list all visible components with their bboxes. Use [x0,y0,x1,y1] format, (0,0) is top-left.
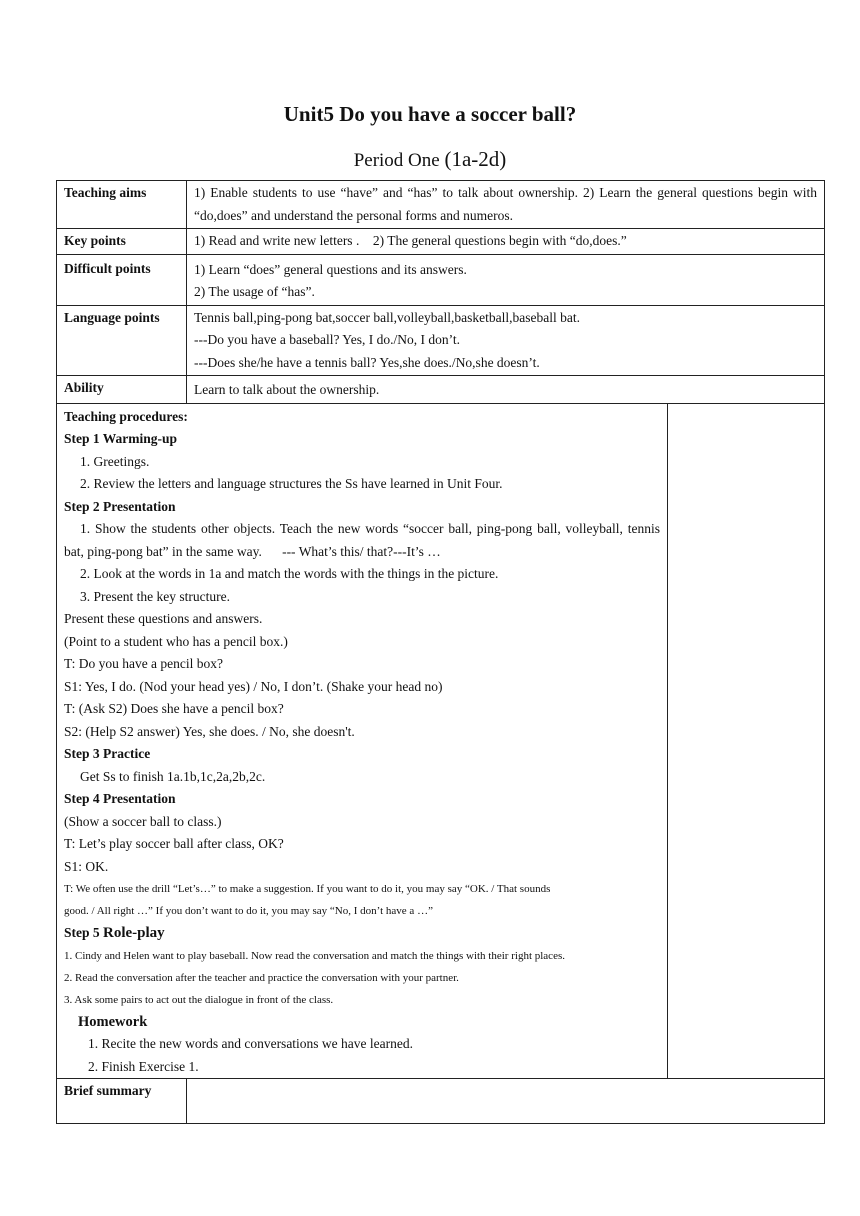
language-point: Tennis ball,ping-pong bat,soccer ball,volleyball,basketball,baseball bat. [194,309,580,325]
procedures-notes-column [668,403,825,1079]
step4-title: Step 4 Presentation [64,791,176,806]
step2-title: Step 2 Presentation [64,498,176,514]
step2-paragraph: 1. Show the students other objects. Teach the new words “soccer ball, ping-pong ball, volleyball, tennis bat, ping-pong bat” in the same way. --- What’s this/ that?---It’s … [64,521,664,559]
row-procedures [57,403,825,1079]
brief-summary-label: Brief summary [57,1079,187,1124]
step5-line: 2. Read the conversation after the teacher and practice the conversation with your partner. [64,971,459,984]
step5-line: 3. Ask some pairs to act out the dialogue in front of the class. [64,993,334,1006]
document-title: Unit5 Do you have a soccer ball? [283,102,577,126]
step4-line: S1: OK. [64,858,109,874]
step3-text: Get Ss to finish 1a.1b,1c,2a,2b,2c. [80,768,266,784]
difficult-points-label: Difficult points [57,254,187,305]
step2-item: 3. Present the key structure. [80,588,230,604]
period-subtitle [0,145,860,175]
step5-title [64,922,660,945]
step2-line: T: Do you have a pencil box? [64,656,224,671]
language-point: ---Does she/he have a tennis ball? Yes,she does./No,she doesn’t. [194,354,540,370]
step1-title: Step 1 Warming-up [64,431,178,446]
row-language-points [57,305,825,376]
step5-title-a: Step 5 [64,925,104,940]
step1-item: 1. Greetings. [80,453,150,469]
teaching-procedures [57,403,668,1079]
teaching-aims-label: Teaching aims [57,181,187,229]
step1-item: 2. Review the letters and language structures the Ss have learned in Unit Four. [80,476,503,491]
teaching-aims-text: 1) Enable students to use “have” and “has” to talk about ownership. 2) Learn the general questions begin with “do,does” and understand the personal forms and numeros. [187,181,825,229]
step4-line: T: Let’s play soccer ball after class, OK? [64,836,284,851]
difficult-point: 2) The usage of “has”. [194,284,315,299]
period-range: (1a-2d) [444,147,507,171]
step4-line: (Show a soccer ball to class.) [64,813,222,829]
step4-note: T: We often use the drill “Let’s…” to make a suggestion. If you want to do it, you may say “OK. / That sounds [64,883,551,895]
language-points-text [187,305,825,376]
ability-label: Ability [57,376,187,404]
row-key-points [57,229,825,255]
homework-item: 1. Recite the new words and conversations we have learned. [88,1036,414,1051]
step2-line: T: (Ask S2) Does she have a pencil box? [64,701,284,716]
homework-item: 2. Finish Exercise 1. [88,1058,199,1074]
key-points-label: Key points [57,229,187,255]
lesson-plan-table [56,180,825,1124]
step5-title-b: Role-play [103,925,165,941]
procedures-heading: Teaching procedures: [64,408,188,424]
difficult-points-text [187,254,825,305]
ability-text: Learn to talk about the ownership. [187,376,825,404]
step2-item: 2. Look at the words in 1a and match the words with the things in the picture. [80,566,499,581]
key-points-text: 1) Read and write new letters . 2) The general questions begin with “do,does.” [187,229,825,255]
row-difficult-points [57,254,825,305]
step2-line: Present these questions and answers. [64,611,263,626]
step5-line: 1. Cindy and Helen want to play baseball. Now read the conversation and match the things with their right places. [64,949,565,962]
language-points-label: Language points [57,305,187,376]
period-text: Period One [353,150,445,171]
step2-line: (Point to a student who has a pencil box.) [64,633,288,649]
brief-summary-content [187,1079,825,1124]
step2-line: S1: Yes, I do. (Nod your head yes) / No, I don’t. (Shake your head no) [64,678,443,694]
step3-title: Step 3 Practice [64,746,151,761]
row-ability [57,376,825,404]
homework-title: Homework [78,1013,148,1030]
language-point: ---Do you have a baseball? Yes, I do./No, I don’t. [194,332,460,347]
row-teaching-aims [57,181,825,229]
row-brief-summary [57,1079,825,1124]
step4-note: good. / All right …” If you don’t want to do it, you may say “No, I don’t have a …” [64,905,433,917]
step2-line: S2: (Help S2 answer) Yes, she does. / No, she doesn't. [64,723,355,739]
difficult-point: 1) Learn “does” general questions and its answers. [194,261,467,277]
